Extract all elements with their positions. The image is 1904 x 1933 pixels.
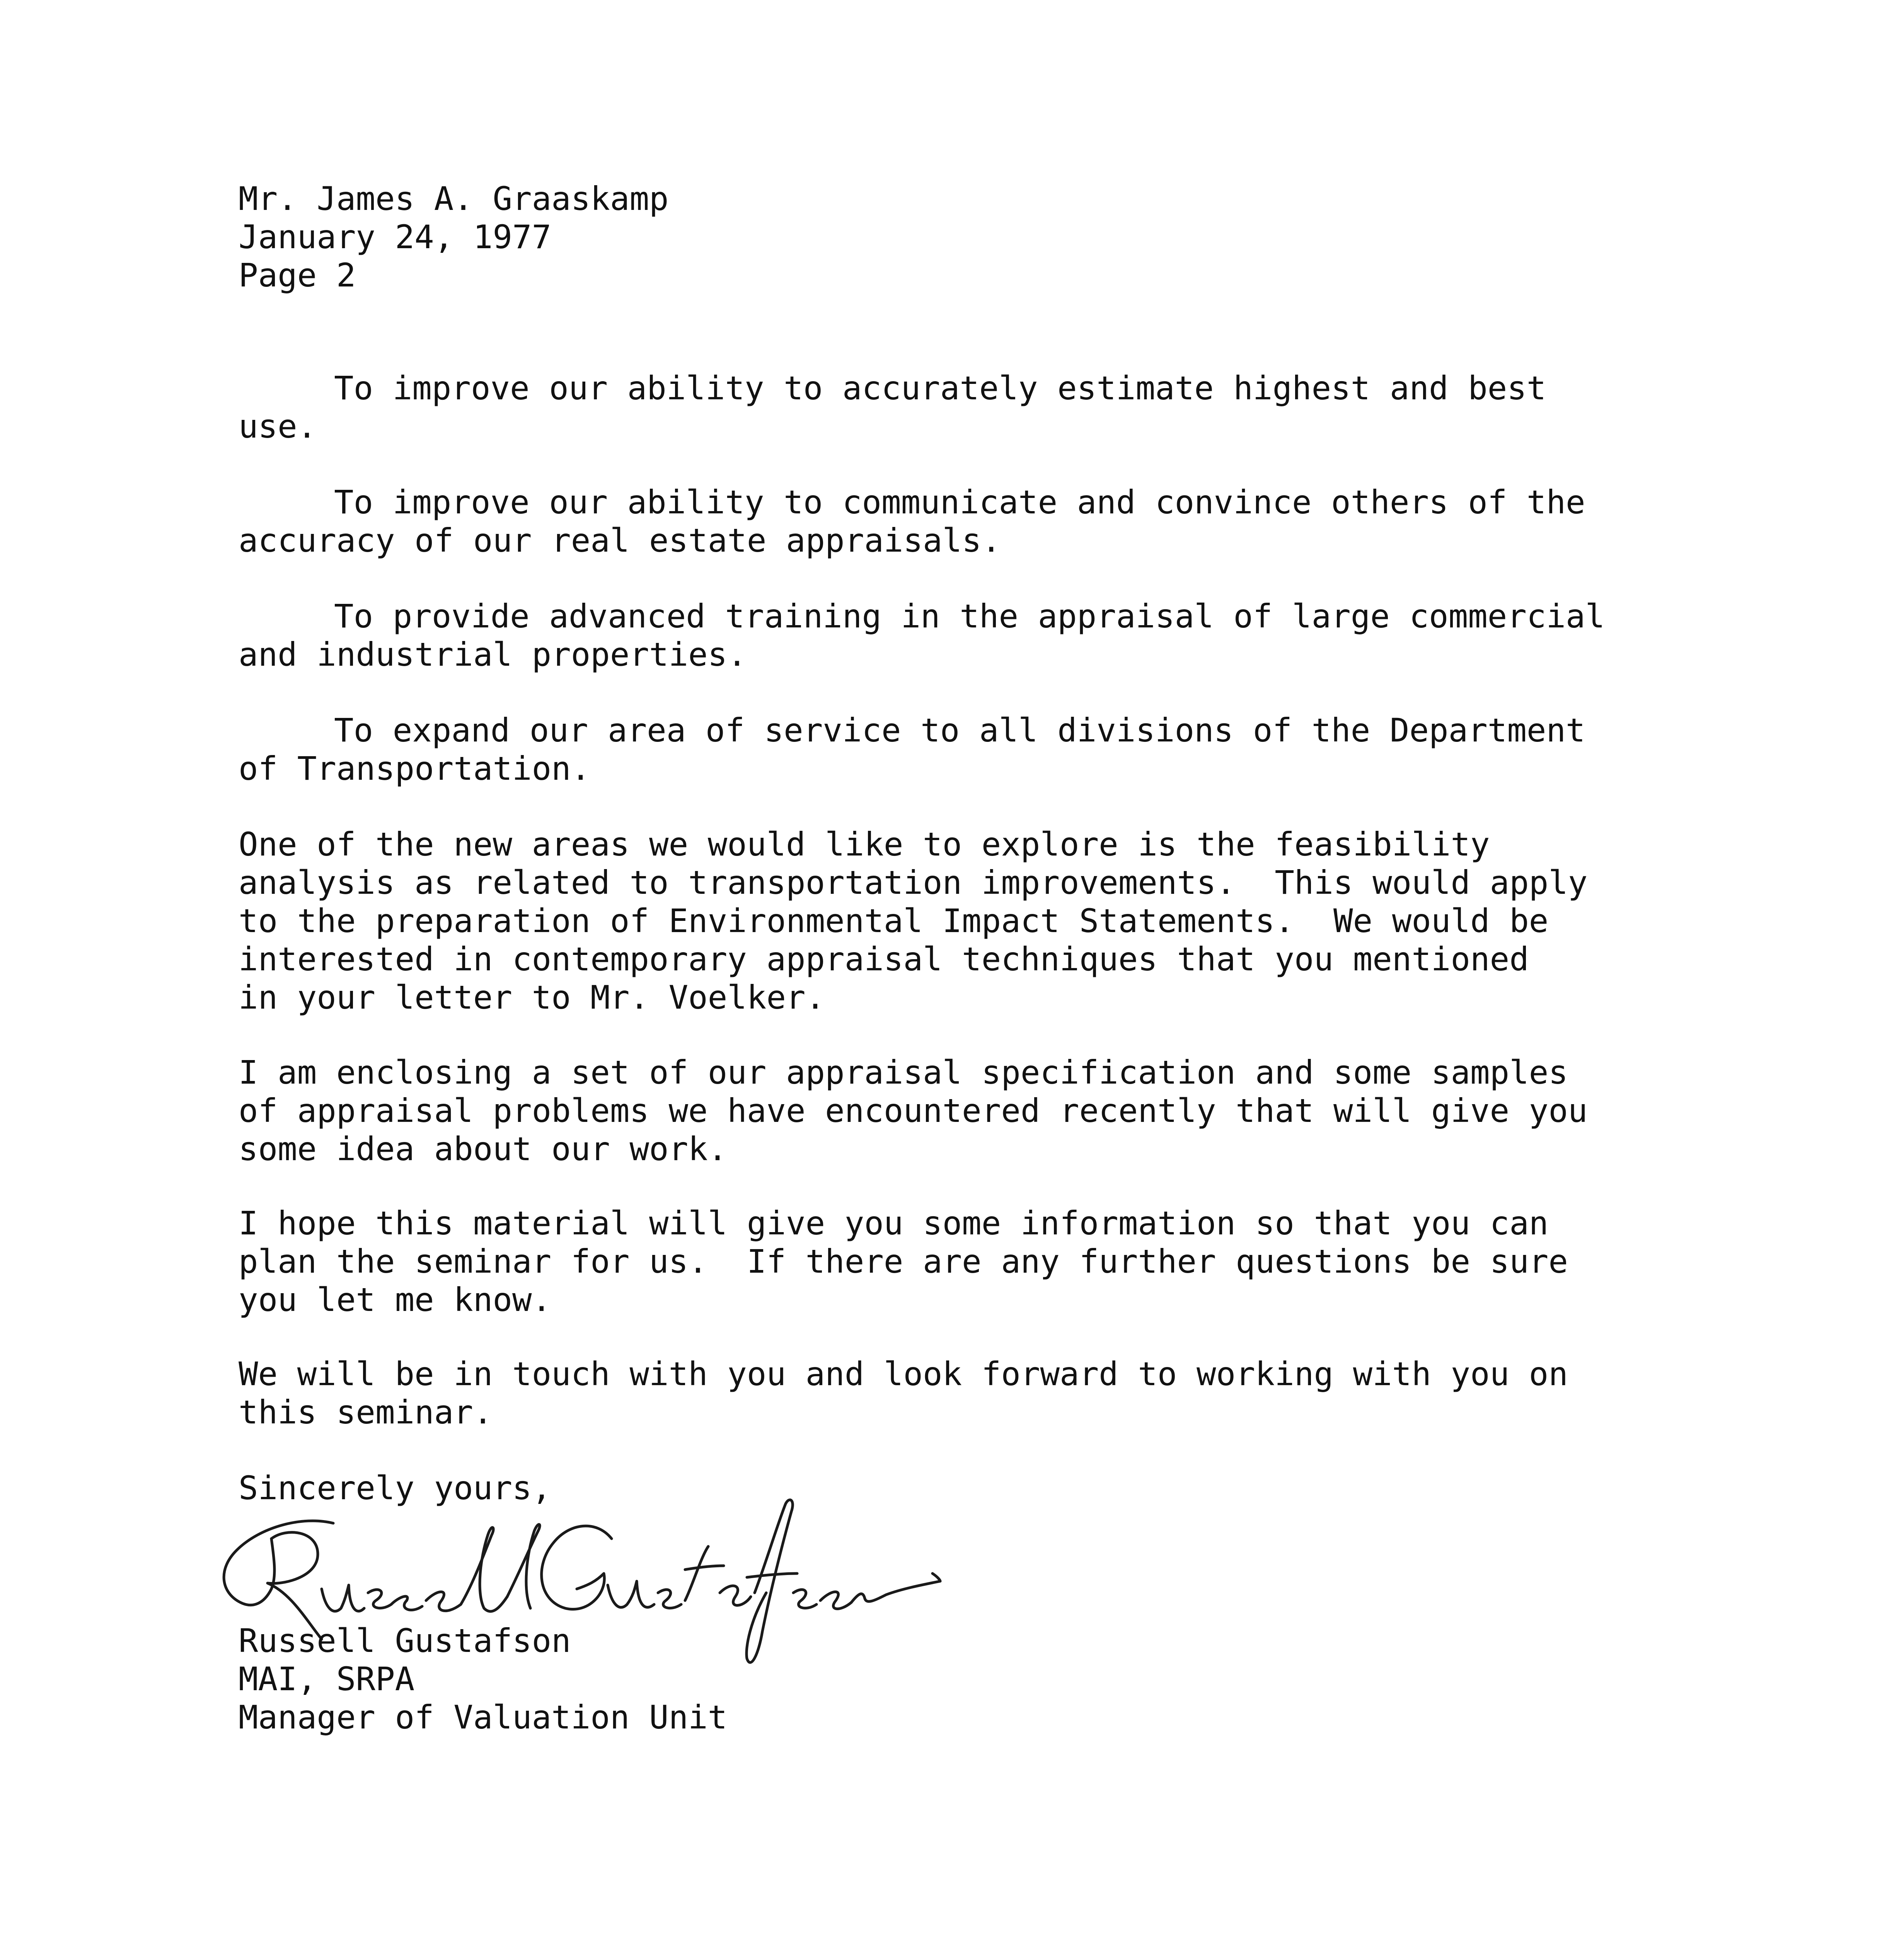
paragraph-line: interested in contemporary appraisal techniques that you mentioned (239, 940, 1529, 978)
paragraph-line: and industrial properties. (239, 636, 747, 673)
paragraph-line: To provide advanced training in the appraisal of large commercial (334, 597, 1605, 635)
signature-block (239, 1622, 727, 1737)
paragraph-line: of Transportation. (239, 750, 591, 788)
paragraph-material (239, 1204, 1568, 1319)
paragraph-line: this seminar. (239, 1393, 493, 1431)
paragraph-line: use. (239, 407, 317, 445)
paragraph-line: of appraisal problems we have encountered recently that will give you (239, 1092, 1588, 1130)
paragraph-line: some idea about our work. (239, 1130, 728, 1168)
date-line: January 24, 1977 (239, 218, 552, 256)
paragraph-line: accuracy of our real estate appraisals. (239, 522, 1001, 559)
paragraph-line: I am enclosing a set of our appraisal specification and some samples (239, 1053, 1568, 1091)
paragraph-line: you let me know. (239, 1281, 552, 1319)
paragraph-objective-2 (239, 483, 1585, 560)
paragraph-line: plan the seminar for us. If there are any further questions be sure (239, 1243, 1568, 1280)
paragraph-line: To expand our area of service to all divisions of the Department (334, 711, 1585, 749)
paragraph-line: to the preparation of Environmental Impact Statements. We would be (239, 902, 1549, 940)
paragraph-line: I hope this material will give you some information so that you can (239, 1204, 1549, 1242)
signer-credentials: MAI, SRPA (239, 1660, 415, 1698)
recipient-line: Mr. James A. Graaskamp (239, 180, 669, 218)
page-number-line: Page 2 (239, 256, 356, 294)
paragraph-line: To improve our ability to accurately estimate highest and best (334, 369, 1546, 407)
paragraph-objective-3 (239, 597, 1605, 674)
paragraph-line: in your letter to Mr. Voelker. (239, 978, 825, 1016)
paragraph-enclosure (239, 1053, 1588, 1168)
signer-title: Manager of Valuation Unit (239, 1698, 728, 1736)
letter-header (239, 180, 669, 295)
paragraph-objective-4 (239, 711, 1585, 788)
paragraph-line: analysis as related to transportation improvements. This would apply (239, 864, 1588, 902)
paragraph-line: To improve our ability to communicate and convince others of the (334, 483, 1585, 521)
closing-line: Sincerely yours, (239, 1469, 552, 1507)
paragraph-line: We will be in touch with you and look forward to working with you on (239, 1355, 1568, 1393)
paragraph-feasibility (239, 825, 1588, 1017)
paragraph-line: One of the new areas we would like to explore is the feasibility (239, 825, 1490, 863)
signer-name: Russell Gustafson (239, 1622, 571, 1660)
paragraph-objective-1 (239, 369, 1546, 446)
paragraph-follow-up (239, 1355, 1568, 1432)
